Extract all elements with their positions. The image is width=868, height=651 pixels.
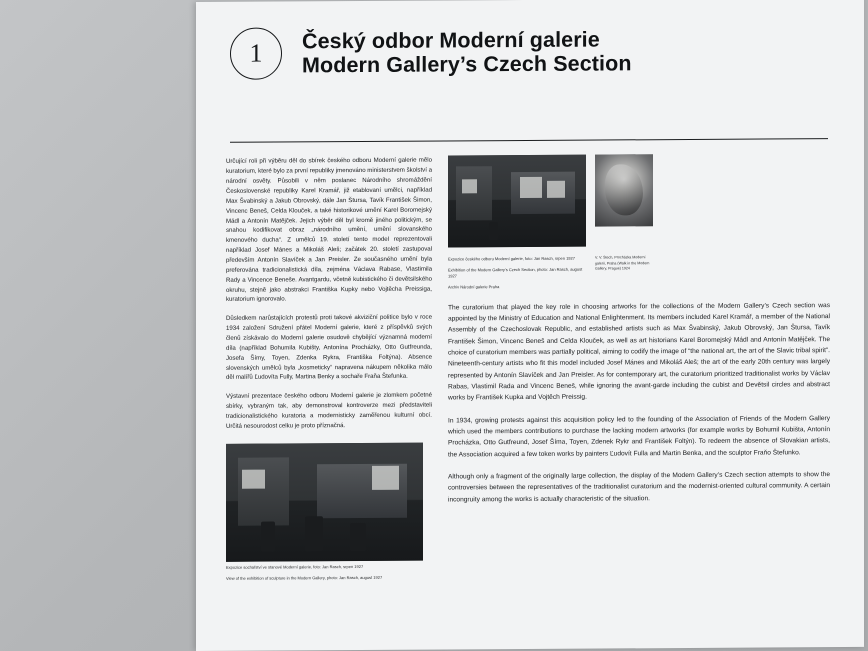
- framed-painting-shape: [462, 180, 477, 194]
- figure-captions-row: [448, 252, 830, 291]
- sculpture-shape: [261, 521, 275, 552]
- paragraph-cs-3: Výstavní prezentace českého odboru Moderní galerie je zlomkem početné sbírky, vybraným tak, aby demonstroval kontroverze mezi představiteli tradicionalistického kuratoria a modernisticky zaměřenou kulturní obcí. Určitá nesourodost celku je proto příznačná.: [226, 391, 432, 430]
- czech-text-column: [226, 156, 432, 581]
- header-divider: [230, 138, 828, 143]
- sculpture-shape: [350, 523, 366, 551]
- figure-artwork-right-caption: [595, 256, 653, 272]
- figure-gallery-top-caption: [448, 256, 586, 290]
- framed-painting-shape: [520, 177, 542, 197]
- gallery-photo-bottom-image: [226, 442, 423, 561]
- paragraph-en-2: In 1934, growing protests against this acquisition policy led to the founding of the Association of Friends of the Modern Gallery which used the members contributions to purchase the lacking modern artworks (for example works by Bohumil Kubišta, Antonín Procházka, Otto Gutfreund, Josef Šíma, Toyen, Zdenek Rykr and František Foltýn). To redeem the absence of Slovakian artists, the Association acquired a few token works by painters Ľudovít Fulla and Martin Benka, and the sculptor Fraňo Štefunko.: [448, 414, 830, 458]
- framed-painting-shape: [242, 469, 266, 488]
- sculpture-shape: [305, 516, 323, 551]
- page-title-cs: Český odbor Moderní galerie: [302, 27, 600, 54]
- figure-artwork-right: [595, 155, 653, 227]
- framed-painting-shape: [372, 466, 400, 490]
- paragraph-en-1: The curatorium that played the key role in choosing artworks for the collections of the Modern Gallery’s Czech section was appointed by the Ministry of Education and National Enlightenment. Its members included Karel Kramář, a member of the National Assembly of the Czechoslovak Republic, and established artists such as Max Švabinský, Jakub Obrovský, Jan Štursa, Tavík František Šimon, Vincenc Beneš and Celda Klouček, as well as art historians Karel Boromejský Mádl and Antonín Matějček. The choice of curatorium members was partially political, aiming to codify the image of “the national art, the art of the Slavic tribal spirit”. Nineteenth-century artists who fit this model included Josef Mánes and Mikoláš Aleš; the art of the early 20th century was largely represented by Antonín Slavíček and Jan Preisler. As for contemporary art, the curatorium prioritized traditionalist works by Václav Rabas, Vlastimil Rada and Vincenc Beneš, while ignoring the avant-garde including the cubist and Devětsil circles and abstract works by František Kupka and Vojtěch Preissig.: [448, 301, 830, 402]
- panel-header: [230, 24, 830, 80]
- artwork-image: [595, 155, 653, 227]
- panel-titles: [302, 27, 632, 77]
- figure-gallery-top: [448, 155, 586, 248]
- paragraph-cs-1: Určující roli při výběru děl do sbírek českého odboru Moderní galerie mělo kuratorium, které bylo za první republiky jmenováno ministerstvem školství a národní osvěty. Působili v něm poslanec Národního shromáždění Československé republiky Karel Kramář, již etablovaní umělci, například Max Švabinský a Jakub Obrovský, dále Jan Štursa, Tavík František Šimon, Vincenc Beneš, Celda Klouček, a také historikové umění Karel Boromejský Mádl a Antonín Matějček. Jejich výběr děl byl kromě jiného politickým, se snahou kodifikovat obraz „národního umění, umění slovanského kmenového ducha“. Z umělců 19. století tento model reprezentovali například Josef Mánes a Mikoláš Aleš; začátek 20. století zastupoval především Antonín Slavíček a Jan Preisler. Ze současného umění byla preferována tradicionalistická díla, zejména Václava Rabase, Vlastimila Rady a Vincence Beneše. Avantgardu, včetně kubistického či devětsilského okruhu, stejně jako abstrakci Františka Kupky nebo Vojtěcha Preissiga, kuratorium ignorovalo.: [226, 156, 432, 304]
- exhibition-panel: [196, 0, 864, 651]
- paragraph-en-3: Although only a fragment of the originally large collection, the display of the Modern Gallery’s Czech section attempts to show the controversies between the representatives of the traditionalist curatorium and the modernist-oriented cultural community. A certain incongruity among the works is actually characteristic of the situation.: [448, 470, 830, 503]
- paragraph-cs-2: Důsledkem narůstajících protestů proti takové akviziční politice bylo v roce 1934 založení Sdružení přátel Moderní galerie, které z příspěvků svých členů získávalo do Moderní galerie osudově chybějící významná moderní díla (například Bohumila Kubišty, Antonína Procházky, Otto Gutfreunda, Josefa Šímy, Toyen, Zdenka Rykra, Františka Foltýna). Absence slovenských umělců byla „kosmeticky“ napravena nákupem několika málo děl malířů Ľudovíta Fully, Martina Benky a sochaře Fraňa Štefunka.: [226, 313, 432, 382]
- caption-credit: Archiv Národní galerie Praha: [448, 283, 500, 290]
- panel-number: 1: [230, 27, 282, 79]
- caption-cs: Expozice českého odboru Moderní galerie, foto: Jan Rasch, srpen 1927: [448, 256, 575, 262]
- sculpture-shape: [489, 222, 497, 240]
- page-title-en: Modern Gallery’s Czech Section: [302, 51, 632, 78]
- gallery-photo-top-image: [448, 155, 586, 248]
- figure-gallery-bottom: [226, 442, 423, 561]
- figures-and-english-column: [448, 154, 830, 517]
- caption-cs: Expozice sochařství ve stanové Moderní galerie, foto: Jan Rasch, srpen 1927: [226, 563, 364, 570]
- figure-row: [448, 154, 830, 248]
- caption-cs: V. V. Štech, Procházka Moderní galerií, Praha (Walk in the Modern Gallery, Prague) 1924: [595, 255, 650, 271]
- panel-body: [226, 154, 830, 582]
- figure-gallery-bottom-caption: [226, 563, 423, 581]
- caption-en: View of the exhibition of sculpture in the Modern Gallery, photo: Jan Rasch, august 1927: [226, 574, 383, 581]
- panel-content: [196, 0, 864, 651]
- caption-en: Exhibition of the Modern Gallery’s Czech Section, photo: Jan Rasch, august 1927: [448, 266, 583, 279]
- framed-painting-shape: [547, 181, 565, 198]
